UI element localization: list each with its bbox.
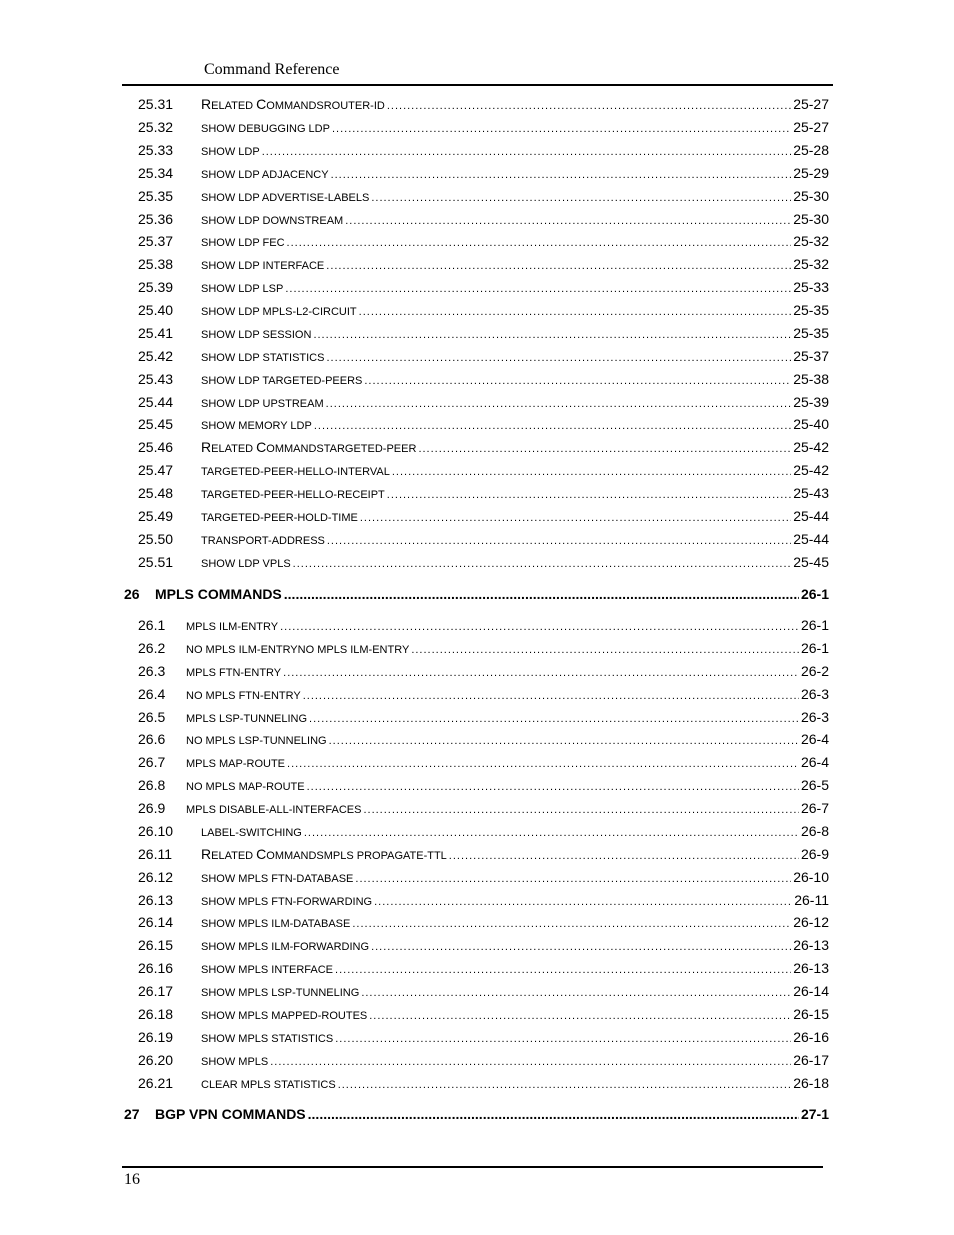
toc-dot-leader [331,169,792,181]
toc-entry-title: BGP VPN COMMANDS [155,1106,306,1122]
toc-entry[interactable] [138,279,829,299]
toc-entry-title: SHOW LDP SESSION [201,329,312,341]
toc-entry[interactable] [138,846,829,866]
toc-dot-leader [363,804,799,816]
toc-entry[interactable] [138,686,829,706]
toc-entry-title: CLEAR MPLS STATISTICS [201,1079,336,1091]
toc-entry-title: TARGETED-PEER-HELLO-INTERVAL [201,466,390,478]
toc-page-number: 25-42 [793,462,829,478]
footer-rule [122,1166,823,1168]
toc-entry[interactable] [138,960,829,980]
toc-entry-number: 26.14 [138,914,174,930]
toc-chapter-entry[interactable] [124,1106,829,1126]
toc-entry-title: SHOW LDP STATISTICS [201,352,325,364]
toc-dot-leader [352,918,791,930]
toc-entry-number: 25.34 [138,165,174,181]
toc-page-number: 25-27 [793,96,829,112]
toc-page-number: 26-9 [800,846,829,862]
toc-entry-number: 26.19 [138,1029,174,1045]
toc-page-number: 26-1 [800,640,829,656]
toc-dot-leader [293,558,792,570]
toc-entry[interactable] [138,119,829,139]
toc-entry[interactable] [138,914,829,934]
toc-entry-title: LABEL-SWITCHING [201,827,302,839]
toc-page-number: 26-13 [793,937,829,953]
toc-entry-number: 27 [124,1106,140,1122]
toc-entry[interactable] [138,892,829,912]
toc-page-number: 26-14 [793,983,829,999]
toc-entry[interactable] [138,394,829,414]
toc-entry[interactable] [138,485,829,505]
toc-entry-title: RELATED COMMANDSTARGETED-PEER [201,439,417,455]
toc-entry-number: 26.16 [138,960,174,976]
toc-entry-number: 26.4 [138,686,166,702]
toc-dot-leader [345,215,791,227]
toc-entry-title: SHOW LDP MPLS-L2-CIRCUIT [201,306,357,318]
toc-entry-number: 26.15 [138,937,174,953]
toc-page-number: 25-39 [793,394,829,410]
toc-dot-leader [270,1056,791,1068]
toc-dot-leader [359,306,792,318]
toc-entry[interactable] [138,554,829,574]
toc-page-number: 26-13 [793,960,829,976]
toc-page-number: 26-11 [794,892,829,908]
toc-entry-number: 26.12 [138,869,174,885]
toc-entry[interactable] [138,302,829,322]
toc-page-number: 25-28 [793,142,829,158]
toc-entry[interactable] [138,777,829,797]
toc-dot-leader [287,237,792,249]
toc-dot-leader [329,735,799,747]
toc-dot-leader [355,873,791,885]
toc-entry-number: 26.7 [138,754,166,770]
toc-entry[interactable] [138,96,829,116]
toc-entry-title: SHOW LDP DOWNSTREAM [201,215,344,227]
toc-entry-title: SHOW LDP VPLS [201,558,291,570]
toc-entry-number: 25.45 [138,416,174,432]
toc-entry-number: 25.33 [138,142,174,158]
toc-entry-number: 26.6 [138,731,166,747]
toc-dot-leader [327,535,791,547]
toc-entry-number: 26.20 [138,1052,174,1068]
toc-dot-leader [308,1106,799,1122]
toc-dot-leader [338,1079,792,1091]
toc-dot-leader [284,586,799,602]
toc-entry-title: NO MPLS LSP-TUNNELING [186,735,327,747]
toc-entry-title: SHOW MPLS FTN-FORWARDING [201,896,373,908]
toc-dot-leader [262,146,792,158]
toc-page-number: 26-7 [800,800,829,816]
toc-page-number: 26-2 [800,663,829,679]
toc-entry-title: MPLS COMMANDS [155,586,282,602]
toc-entry-title: SHOW MPLS INTERFACE [201,964,334,976]
toc-dot-leader [361,987,791,999]
toc-entry-number: 25.32 [138,119,174,135]
toc-dot-leader [309,713,799,725]
toc-page-number: 26-5 [800,777,829,793]
toc-entry[interactable] [138,439,829,459]
toc-entry[interactable] [138,640,829,660]
toc-entry[interactable] [138,508,829,528]
toc-entry-number: 25.47 [138,462,174,478]
toc-entry-title: RELATED COMMANDSROUTER-ID [201,96,385,112]
toc-entry[interactable] [138,1029,829,1049]
toc-entry-number: 26.5 [138,709,166,725]
toc-entry-title: MPLS ILM-ENTRY [186,621,279,633]
toc-entry-title: SHOW LDP UPSTREAM [201,398,324,410]
toc-entry[interactable] [138,731,829,751]
toc-page-number: 25-30 [793,188,829,204]
toc-dot-leader [303,690,799,702]
toc-entry-number: 25.38 [138,256,174,272]
toc-page-number: 26-16 [793,1029,829,1045]
toc-dot-leader [332,123,791,135]
toc-entry-number: 25.41 [138,325,174,341]
toc-entry-title: MPLS MAP-ROUTE [186,758,286,770]
toc-page-number: 25-32 [793,233,829,249]
toc-entry[interactable] [138,663,829,683]
toc-dot-leader [335,964,791,976]
toc-entry-title: SHOW LDP ADJACENCY [201,169,329,181]
toc-entry-number: 25.39 [138,279,174,295]
toc-dot-leader [411,644,799,656]
toc-dot-leader [335,1033,791,1045]
toc-entry-number: 25.49 [138,508,174,524]
toc-entry-title: MPLS LSP-TUNNELING [186,713,308,725]
toc-entry-number: 26.10 [138,823,174,839]
toc-page-number: 25-44 [793,531,829,547]
toc-dot-leader [369,1010,791,1022]
toc-entry-number: 26.3 [138,663,166,679]
toc-entry[interactable] [138,754,829,774]
toc-page-number: 25-33 [793,279,829,295]
toc-page-number: 26-17 [793,1052,829,1068]
toc-page-number: 25-45 [793,554,829,570]
toc-entry[interactable] [138,869,829,889]
toc-entry-number: 25.35 [138,188,174,204]
toc-dot-leader [313,329,791,341]
toc-entry-title: SHOW MPLS ILM-FORWARDING [201,941,370,953]
toc-dot-leader [374,896,792,908]
toc-entry[interactable] [138,142,829,162]
toc-entry-number: 25.51 [138,554,174,570]
toc-entry-number: 26.11 [138,846,172,862]
toc-entry-title: SHOW LDP TARGETED-PEERS [201,375,363,387]
toc-entry-title: SHOW LDP FEC [201,237,285,249]
toc-dot-leader [285,283,791,295]
toc-dot-leader [287,758,799,770]
toc-entry-number: 25.42 [138,348,174,364]
toc-page-number: 26-4 [800,754,829,770]
toc-entry[interactable] [138,709,829,729]
toc-entry[interactable] [138,983,829,1003]
toc-page-number: 25-27 [793,119,829,135]
toc-entry[interactable] [138,416,829,436]
toc-entry-title: TARGETED-PEER-HELLO-RECEIPT [201,489,385,501]
toc-page-number: 26-8 [800,823,829,839]
toc-entry-title: SHOW LDP ADVERTISE-LABELS [201,192,370,204]
toc-entry[interactable] [138,531,829,551]
toc-entry-title: SHOW MPLS STATISTICS [201,1033,334,1045]
toc-dot-leader [371,941,791,953]
toc-page-number: 25-35 [793,302,829,318]
toc-entry[interactable] [138,233,829,253]
toc-page-number: 26-15 [793,1006,829,1022]
toc-entry-number: 26.8 [138,777,166,793]
toc-entry-number: 25.40 [138,302,174,318]
toc-entry-title: SHOW MPLS FTN-DATABASE [201,873,354,885]
toc-entry[interactable] [138,188,829,208]
toc-page-number: 26-1 [800,617,829,633]
page-number: 16 [124,1171,140,1188]
toc-dot-leader [449,850,799,862]
toc-entry[interactable] [138,1006,829,1026]
toc-dot-leader [283,667,799,679]
toc-page-number: 26-1 [800,586,829,602]
toc-entry[interactable] [138,617,829,637]
toc-entry[interactable] [138,325,829,345]
toc-entry-title: SHOW LDP [201,146,260,158]
toc-entry-title: SHOW LDP INTERFACE [201,260,325,272]
toc-entry-title: SHOW MEMORY LDP [201,420,312,432]
toc-entry-number: 26.1 [138,617,166,633]
toc-entry[interactable] [138,800,829,820]
toc-chapter-entry[interactable] [124,586,829,606]
toc-dot-leader [326,398,792,410]
toc-dot-leader [314,420,791,432]
toc-entry-title: MPLS FTN-ENTRY [186,667,282,679]
toc-dot-leader [387,100,791,112]
toc-page-number: 25-30 [793,211,829,227]
toc-entry-title: MPLS DISABLE-ALL-INTERFACES [186,804,362,816]
toc-entry-number: 25.36 [138,211,174,227]
toc-dot-leader [360,512,791,524]
toc-entry-title: SHOW MPLS LSP-TUNNELING [201,987,360,999]
toc-entry[interactable] [138,1052,829,1072]
toc-page-number: 25-37 [793,348,829,364]
toc-entry-number: 26.18 [138,1006,174,1022]
toc-entry[interactable] [138,165,829,185]
toc-dot-leader [364,375,791,387]
toc-page-number: 26-12 [793,914,829,930]
toc-entry[interactable] [138,462,829,482]
toc-entry[interactable] [138,371,829,391]
toc-page-number: 25-40 [793,416,829,432]
toc-entry-number: 25.37 [138,233,174,249]
toc-dot-leader [280,621,799,633]
toc-page-number: 25-32 [793,256,829,272]
toc-dot-leader [326,260,791,272]
toc-entry-number: 26.17 [138,983,174,999]
toc-page-number: 26-4 [800,731,829,747]
toc-page-number: 26-10 [793,869,829,885]
toc-entry-number: 25.50 [138,531,174,547]
toc-dot-leader [387,489,791,501]
toc-page-number: 26-3 [800,686,829,702]
toc-entry-title: NO MPLS MAP-ROUTE [186,781,305,793]
toc-entry-number: 25.48 [138,485,174,501]
toc-entry-number: 25.43 [138,371,174,387]
toc-entry-number: 26.9 [138,800,166,816]
toc-dot-leader [307,781,799,793]
toc-entry[interactable] [138,1075,829,1095]
toc-entry-title: TARGETED-PEER-HOLD-TIME [201,512,358,524]
toc-entry-number: 25.46 [138,439,174,455]
toc-page-number: 27-1 [800,1106,829,1122]
toc-page-number: 25-44 [793,508,829,524]
toc-page-number: 26-3 [800,709,829,725]
toc-page-number: 25-38 [793,371,829,387]
toc-entry[interactable] [138,211,829,231]
toc-page-number: 25-29 [793,165,829,181]
toc-dot-leader [326,352,791,364]
toc-entry-title: SHOW MPLS ILM-DATABASE [201,918,351,930]
toc-page-number: 25-43 [793,485,829,501]
toc-entry-number: 26.21 [138,1075,174,1091]
toc-entry-title: NO MPLS ILM-ENTRYNO MPLS ILM-ENTRY [186,644,410,656]
running-header-title: Command Reference [204,61,340,78]
toc-entry[interactable] [138,256,829,276]
toc-entry-title: NO MPLS FTN-ENTRY [186,690,301,702]
toc-entry-title: SHOW LDP LSP [201,283,284,295]
toc-entry-title: RELATED COMMANDSMPLS PROPAGATE-TTL [201,846,447,862]
toc-entry-title: SHOW MPLS MAPPED-ROUTES [201,1010,368,1022]
toc-entry-number: 26 [124,586,140,602]
toc-entry-title: SHOW DEBUGGING LDP [201,123,330,135]
toc-entry-title: TRANSPORT-ADDRESS [201,535,325,547]
toc-page-number: 25-42 [793,439,829,455]
toc-dot-leader [371,192,791,204]
toc-page-number: 25-35 [793,325,829,341]
toc-entry[interactable] [138,937,829,957]
toc-dot-leader [392,466,791,478]
toc-entry-title: SHOW MPLS [201,1056,269,1068]
toc-page-number: 26-18 [793,1075,829,1091]
toc-dot-leader [418,443,791,455]
toc-entry-number: 26.13 [138,892,174,908]
toc-entry[interactable] [138,823,829,843]
toc-entry-number: 25.31 [138,96,174,112]
toc-dot-leader [304,827,799,839]
toc-entry-number: 26.2 [138,640,166,656]
toc-entry-number: 25.44 [138,394,174,410]
toc-entry[interactable] [138,348,829,368]
